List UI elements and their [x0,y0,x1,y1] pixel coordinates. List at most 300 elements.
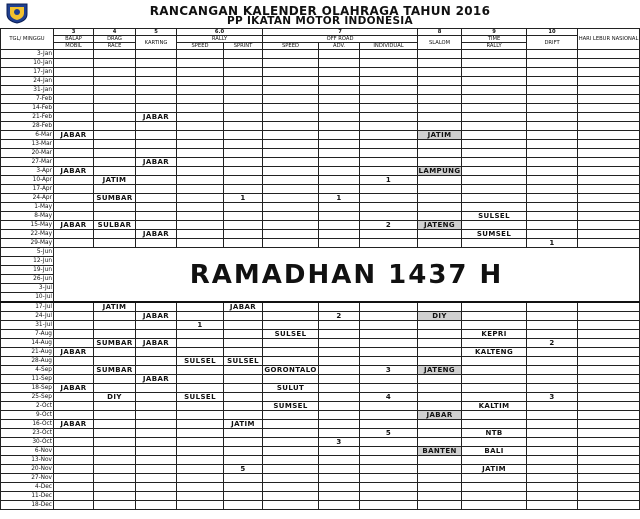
event-cell [177,302,224,312]
event-cell [224,176,263,185]
event-cell [578,239,640,248]
event-cell [319,140,360,149]
event-cell [462,140,527,149]
table-row [1,149,640,158]
event-cell [462,312,527,321]
table-row [1,77,640,86]
row-date: 24-Jul [1,312,54,321]
event-cell [527,321,578,330]
event-cell [224,131,263,140]
event-cell [527,158,578,167]
event-cell [94,158,136,167]
event-cell [418,59,462,68]
page-title: RANCANGAN KALENDER OLAHRAGA TAHUN 2016 [149,4,491,18]
event-cell [418,194,462,203]
event-cell [462,194,527,203]
event-cell [319,366,360,375]
row-date: 16-Oct [1,420,54,429]
event-cell [578,95,640,104]
event-cell [418,357,462,366]
event-cell [263,77,319,86]
event-cell [177,420,224,429]
event-cell [418,86,462,95]
event-cell [360,140,418,149]
event-cell [360,50,418,59]
event-cell [263,429,319,438]
event-cell [578,357,640,366]
event-cell [462,203,527,212]
event-cell [177,203,224,212]
event-cell [462,393,527,402]
event-cell [54,158,94,167]
event-cell [578,330,640,339]
row-date: 11-Dec [1,492,54,501]
event-cell [527,185,578,194]
event-cell [94,411,136,420]
event-cell [418,140,462,149]
event-cell [319,59,360,68]
event-cell [94,185,136,194]
event-cell [578,483,640,492]
event-cell [224,230,263,239]
event-cell [578,438,640,447]
event-cell [177,149,224,158]
event-cell: 1 [360,176,418,185]
header-num-6: 6.0 [177,29,263,36]
event-cell [177,384,224,393]
event-cell [578,185,640,194]
event-cell [94,447,136,456]
header-slalom: SLALOM [418,36,462,50]
event-cell [527,483,578,492]
event-cell [462,501,527,510]
event-cell [418,474,462,483]
event-cell [527,131,578,140]
event-cell [578,50,640,59]
event-cell [319,167,360,176]
event-cell [319,393,360,402]
event-cell [462,492,527,501]
event-cell [177,50,224,59]
event-cell: SULBAR [94,221,136,230]
header-drag: DRAG [94,36,136,43]
event-cell [263,420,319,429]
event-cell [418,239,462,248]
event-cell: 4 [360,393,418,402]
event-cell [136,321,177,330]
event-cell [527,411,578,420]
event-cell [578,447,640,456]
event-cell [136,176,177,185]
event-cell [224,185,263,194]
event-cell [54,330,94,339]
event-cell [319,465,360,474]
event-cell: SUMBAR [94,366,136,375]
header-race: RACE [94,43,136,50]
event-cell [319,402,360,411]
row-date: 4-Sep [1,366,54,375]
event-cell [94,420,136,429]
event-cell [360,86,418,95]
event-cell [94,474,136,483]
event-cell [578,402,640,411]
table-row [1,339,640,348]
event-cell [578,375,640,384]
event-cell: JABAR [54,348,94,357]
event-cell [418,402,462,411]
event-cell [224,221,263,230]
event-cell [462,95,527,104]
event-cell [136,221,177,230]
event-cell [177,402,224,411]
event-cell [360,131,418,140]
event-cell [462,384,527,393]
event-cell [462,149,527,158]
event-cell [418,375,462,384]
event-cell [418,68,462,77]
event-cell [319,321,360,330]
event-cell [418,122,462,131]
event-cell [177,465,224,474]
table-row [1,68,640,77]
event-cell [224,447,263,456]
event-cell [224,50,263,59]
event-cell [263,312,319,321]
row-date: 13-Nov [1,456,54,465]
event-cell [136,438,177,447]
event-cell [578,149,640,158]
event-cell: SUMBAR [94,339,136,348]
event-cell [54,456,94,465]
event-cell [224,113,263,122]
table-row [1,113,640,122]
event-cell [263,149,319,158]
event-cell [263,86,319,95]
row-date: 21-Feb [1,113,54,122]
row-date: 20-Mar [1,149,54,158]
row-date: 21-Aug [1,348,54,357]
event-cell [360,438,418,447]
event-cell [527,122,578,131]
event-cell [319,492,360,501]
event-cell [319,420,360,429]
event-cell [319,221,360,230]
event-cell [263,357,319,366]
table-row [1,501,640,510]
event-cell [418,330,462,339]
header-date-week: TGL/ MINGGU [1,29,54,50]
event-cell [360,321,418,330]
event-cell [136,131,177,140]
event-cell [263,474,319,483]
table-row [1,321,640,330]
event-cell [224,312,263,321]
event-cell [94,456,136,465]
event-cell [578,230,640,239]
event-cell [263,212,319,221]
event-cell [319,501,360,510]
event-cell [319,149,360,158]
event-cell [94,492,136,501]
event-cell [54,312,94,321]
event-cell: 1 [177,321,224,330]
event-cell [527,456,578,465]
table-row [1,302,640,312]
event-cell [360,501,418,510]
event-cell [177,366,224,375]
row-date: 10-Jul [1,293,54,303]
event-cell: JABAR [136,158,177,167]
table-row [1,221,640,230]
header-offroad-adv: ADV. [319,43,360,50]
event-cell [418,429,462,438]
header-num-8: 8 [418,29,462,36]
event-cell: SULUT [263,384,319,393]
row-date: 4-Dec [1,483,54,492]
event-cell [54,113,94,122]
event-cell [360,402,418,411]
event-cell [462,302,527,312]
event-cell [360,348,418,357]
event-cell [319,104,360,113]
event-cell: JABAR [136,339,177,348]
event-cell [319,158,360,167]
event-cell [527,203,578,212]
event-cell [94,348,136,357]
event-cell [319,411,360,420]
event-cell [319,429,360,438]
event-cell [263,501,319,510]
event-cell [418,95,462,104]
event-cell [418,339,462,348]
event-cell [527,420,578,429]
event-cell [360,185,418,194]
table-row [1,230,640,239]
event-cell: DIY [94,393,136,402]
event-cell [136,411,177,420]
table-row [1,312,640,321]
table-body [1,50,640,510]
event-cell [578,501,640,510]
event-cell [263,68,319,77]
event-cell: 1 [224,194,263,203]
event-cell [54,212,94,221]
table-row [1,456,640,465]
event-cell [263,302,319,312]
event-cell [527,86,578,95]
event-cell [263,185,319,194]
event-cell [263,230,319,239]
event-cell [360,104,418,113]
table-row [1,50,640,59]
event-cell [527,104,578,113]
header-balap: BALAP [54,36,94,43]
row-date: 10-Jan [1,59,54,68]
row-date: 6-Mar [1,131,54,140]
event-cell [136,104,177,113]
event-cell [462,104,527,113]
header-time-rally: RALLY [462,43,527,50]
event-cell [177,158,224,167]
event-cell [319,122,360,131]
event-cell [177,167,224,176]
event-cell [177,185,224,194]
event-cell [360,95,418,104]
event-cell [527,59,578,68]
event-cell [136,402,177,411]
event-cell [224,402,263,411]
row-date: 7-Feb [1,95,54,104]
event-cell [418,77,462,86]
event-cell [527,149,578,158]
event-cell [136,185,177,194]
event-cell [177,411,224,420]
table-row [1,393,640,402]
event-cell [136,50,177,59]
event-cell [177,122,224,131]
event-cell [54,86,94,95]
event-cell [224,321,263,330]
event-cell [177,339,224,348]
event-cell: SULSEL [224,357,263,366]
event-cell [319,456,360,465]
event-cell [54,339,94,348]
event-cell [136,77,177,86]
event-cell: JABAR [418,411,462,420]
row-date: 17-Apr [1,185,54,194]
event-cell [94,59,136,68]
event-cell [54,366,94,375]
event-cell [136,465,177,474]
event-cell [263,465,319,474]
table-row [1,86,640,95]
event-cell [527,492,578,501]
event-cell [319,131,360,140]
event-cell [263,339,319,348]
row-date: 5-Jun [1,248,54,257]
event-cell [224,393,263,402]
event-cell [263,140,319,149]
event-cell [462,167,527,176]
event-cell [263,447,319,456]
event-cell [527,167,578,176]
event-cell [263,50,319,59]
row-date: 25-Sep [1,393,54,402]
event-cell [319,483,360,492]
row-date: 20-Nov [1,465,54,474]
event-cell [224,239,263,248]
event-cell [418,203,462,212]
event-cell [319,230,360,239]
event-cell [224,339,263,348]
event-cell [94,149,136,158]
event-cell [224,474,263,483]
event-cell [54,402,94,411]
event-cell [224,212,263,221]
event-cell [136,203,177,212]
table-row [1,375,640,384]
event-cell [177,348,224,357]
event-cell [360,492,418,501]
event-cell [177,212,224,221]
page-subtitle: PP IKATAN MOTOR INDONESIA [227,15,413,27]
event-cell: 5 [224,465,263,474]
event-cell [136,366,177,375]
event-cell [54,375,94,384]
event-cell [94,375,136,384]
event-cell [54,68,94,77]
event-cell [263,203,319,212]
event-cell [578,492,640,501]
header-rally-speed: SPEED [177,43,224,50]
event-cell [54,501,94,510]
header-num-10: 10 [527,29,578,36]
event-cell [360,77,418,86]
event-cell: NTB [462,429,527,438]
event-cell [263,321,319,330]
event-cell: BALI [462,447,527,456]
event-cell [462,483,527,492]
event-cell [94,50,136,59]
event-cell [54,483,94,492]
event-cell [224,68,263,77]
event-cell [360,149,418,158]
event-cell [224,348,263,357]
row-date: 29-May [1,239,54,248]
event-cell [418,185,462,194]
event-cell [578,113,640,122]
event-cell [263,221,319,230]
table-row [1,104,640,113]
event-cell [54,59,94,68]
event-cell [319,339,360,348]
event-cell [54,95,94,104]
event-cell [527,221,578,230]
event-cell [462,158,527,167]
event-cell [224,429,263,438]
event-cell [418,420,462,429]
header-holiday: HARI LEBUR NASIONAL [578,29,640,50]
event-cell [177,68,224,77]
header-karting: KARTING [136,36,177,50]
row-date: 28-Aug [1,357,54,366]
event-cell [54,474,94,483]
event-cell: SULSEL [177,357,224,366]
event-cell [578,68,640,77]
table-row [1,194,640,203]
header-drift: DRIFT [527,36,578,50]
event-cell [527,402,578,411]
event-cell [578,104,640,113]
event-cell [224,140,263,149]
event-cell [527,230,578,239]
event-cell [462,176,527,185]
event-cell [94,501,136,510]
row-date: 19-Jun [1,266,54,275]
event-cell: JATIM [224,420,263,429]
table-row [1,239,640,248]
event-cell [578,302,640,312]
event-cell [360,122,418,131]
event-cell [527,465,578,474]
table-row [1,95,640,104]
event-cell [319,330,360,339]
event-cell [177,438,224,447]
row-date: 14-Feb [1,104,54,113]
event-cell [578,167,640,176]
event-cell [224,59,263,68]
event-cell [136,429,177,438]
